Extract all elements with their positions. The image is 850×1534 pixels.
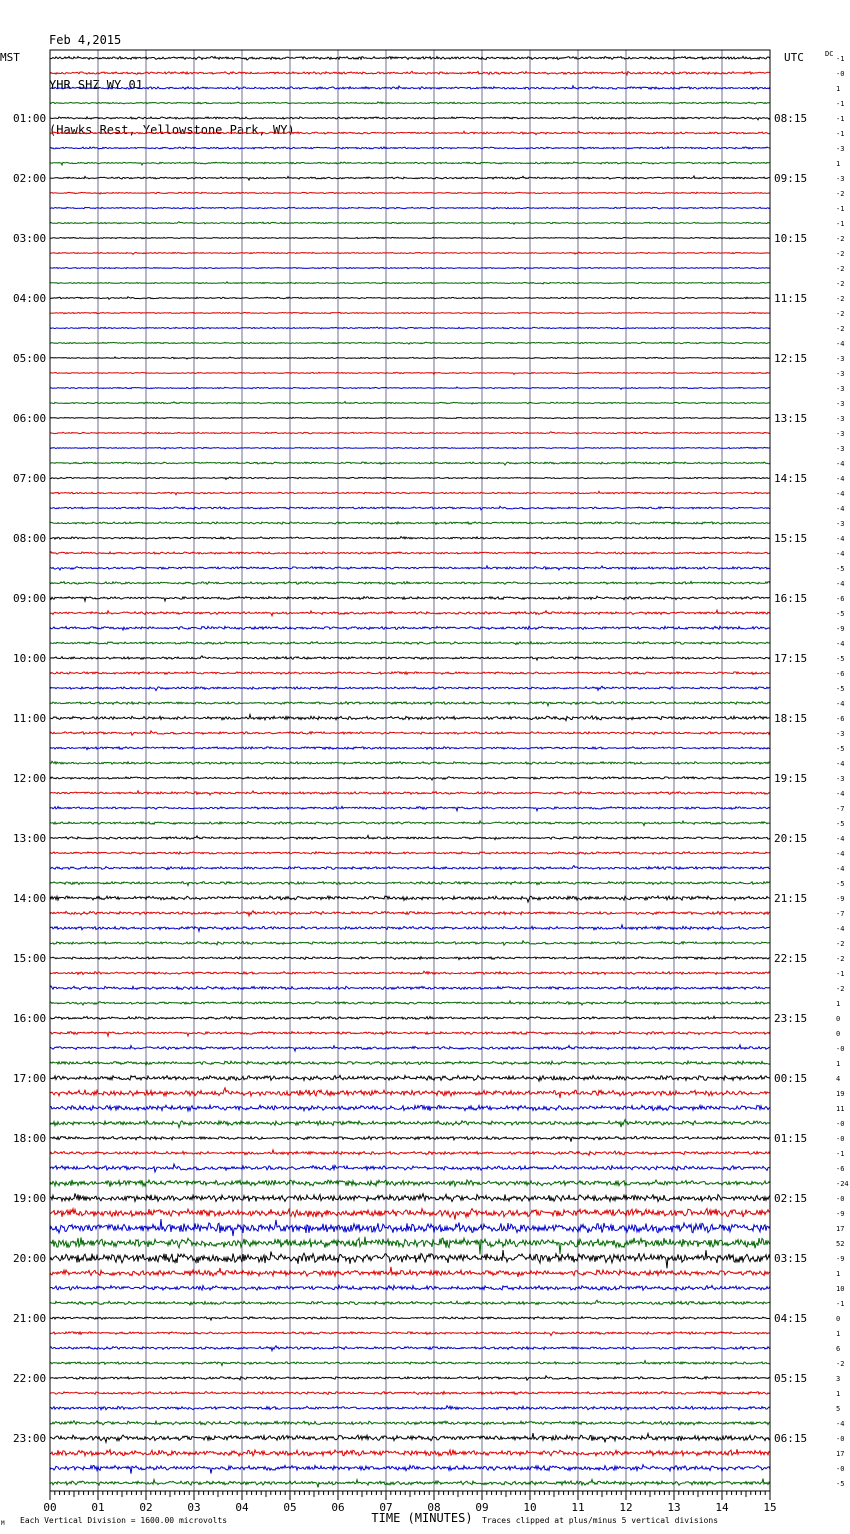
- trace-line: [50, 506, 770, 510]
- dc-offset-label: -4: [836, 490, 845, 498]
- trace-line: [50, 222, 770, 225]
- dc-offset-label: -6: [836, 1165, 845, 1173]
- left-hour-label: 18:00: [13, 1132, 47, 1145]
- dc-offset-label: 1: [836, 85, 841, 93]
- trace-line: [50, 672, 770, 675]
- dc-offset-label: 1: [836, 160, 841, 168]
- trace-line: [50, 1332, 770, 1336]
- left-hour-label: 02:00: [13, 172, 47, 185]
- right-hour-label: 11:15: [774, 292, 808, 305]
- left-hour-label: 14:00: [13, 892, 47, 905]
- trace-line: [50, 1346, 770, 1351]
- left-timezone-label: MST: [0, 51, 20, 64]
- dc-offset-label: 1: [836, 1060, 841, 1068]
- trace-line: [50, 1479, 770, 1488]
- dc-offset-label: -0: [836, 1045, 845, 1053]
- dc-offset-label: -5: [836, 565, 845, 573]
- dc-offset-label: -3: [836, 445, 845, 453]
- dc-offset-label: -4: [836, 505, 845, 513]
- trace-line: [50, 642, 770, 645]
- trace-line: [50, 432, 770, 434]
- trace-line: [50, 971, 770, 974]
- left-hour-label: 22:00: [13, 1372, 47, 1385]
- trace-line: [50, 372, 770, 374]
- dc-offset-label: 52: [836, 1240, 845, 1248]
- right-hour-label: 12:15: [774, 352, 808, 365]
- dc-offset-label: -4: [836, 640, 845, 648]
- left-hour-label: 11:00: [13, 712, 47, 725]
- trace-line: [50, 1164, 770, 1172]
- dc-offset-label: -5: [836, 880, 845, 888]
- trace-line: [50, 312, 770, 314]
- dc-offset-label: 1: [836, 1390, 841, 1398]
- left-hour-label: 04:00: [13, 292, 47, 305]
- dc-offset-label: -3: [836, 355, 845, 363]
- right-hour-label: 09:15: [774, 172, 808, 185]
- dc-offset-label: -1: [836, 55, 845, 63]
- trace-line: [50, 686, 770, 690]
- right-hour-label: 10:15: [774, 232, 808, 245]
- label-layer: [13, 55, 849, 1514]
- right-hour-label: 20:15: [774, 832, 808, 845]
- trace-line: [50, 1361, 770, 1366]
- trace-line: [50, 462, 770, 465]
- left-hour-label: 20:00: [13, 1252, 47, 1265]
- trace-line: [50, 1406, 770, 1410]
- x-tick-label: 10: [523, 1501, 537, 1514]
- dc-offset-label: -3: [836, 730, 845, 738]
- x-tick-label: 11: [571, 1501, 585, 1514]
- trace-line: [50, 1449, 770, 1456]
- left-hour-label: 05:00: [13, 352, 47, 365]
- trace-line: [50, 1219, 770, 1236]
- trace-line: [50, 1376, 770, 1380]
- dc-offset-label: -0: [836, 70, 845, 78]
- left-hour-label: 01:00: [13, 112, 47, 125]
- trace-line: [50, 297, 770, 300]
- dc-offset-label: -9: [836, 1255, 845, 1263]
- trace-line: [50, 71, 770, 75]
- trace-line: [50, 131, 770, 134]
- dc-offset-label: -4: [836, 790, 845, 798]
- trace-line: [50, 656, 770, 660]
- dc-offset-label: -9: [836, 895, 845, 903]
- dc-offset-label: -4: [836, 550, 845, 558]
- trace-line: [50, 566, 770, 570]
- trace-line: [50, 747, 770, 750]
- dc-offset-label: -3: [836, 370, 845, 378]
- trace-line: [50, 1045, 770, 1051]
- trace-line: [50, 626, 770, 630]
- trace-line: [50, 1061, 770, 1065]
- right-hour-label: 19:15: [774, 772, 808, 785]
- trace-line: [50, 477, 770, 480]
- trace-line: [50, 237, 770, 238]
- left-hour-label: 21:00: [13, 1312, 47, 1325]
- dc-offset-label: -2: [836, 235, 845, 243]
- trace-line: [50, 1150, 770, 1156]
- dc-offset-label: -2: [836, 295, 845, 303]
- dc-offset-label: -0: [836, 1435, 845, 1443]
- trace-line: [50, 267, 770, 269]
- trace-line: [50, 835, 770, 839]
- right-hour-label: 06:15: [774, 1432, 808, 1445]
- dc-offset-label: 4: [836, 1075, 841, 1083]
- corner-mark: M: [1, 1520, 5, 1527]
- dc-offset-label: -2: [836, 325, 845, 333]
- trace-line: [50, 941, 770, 945]
- x-tick-label: 04: [235, 1501, 249, 1514]
- right-hour-label: 22:15: [774, 952, 808, 965]
- dc-offset-label: -2: [836, 265, 845, 273]
- dc-offset-label: 5: [836, 1405, 841, 1413]
- x-tick-label: 03: [187, 1501, 201, 1514]
- left-hour-label: 23:00: [13, 1432, 47, 1445]
- trace-line: [50, 117, 770, 120]
- dc-offset-label: -3: [836, 415, 845, 423]
- dc-offset-label: -1: [836, 1300, 845, 1308]
- trace-line: [50, 1237, 770, 1255]
- trace-line: [50, 1250, 770, 1268]
- dc-offset-label: -4: [836, 340, 845, 348]
- trace-line: [50, 447, 770, 449]
- x-tick-label: 06: [331, 1501, 345, 1514]
- dc-offset-label: -6: [836, 715, 845, 723]
- trace-line: [50, 102, 770, 104]
- trace-line: [50, 986, 770, 990]
- trace-line: [50, 342, 770, 344]
- dc-offset-label: -4: [836, 460, 845, 468]
- dc-offset-label: 3: [836, 1375, 841, 1383]
- dc-offset-label: 17: [836, 1450, 845, 1458]
- dc-offset-label: -3: [836, 385, 845, 393]
- dc-offset-label: -4: [836, 835, 845, 843]
- trace-line: [50, 56, 770, 60]
- dc-offset-label: -1: [836, 1150, 845, 1158]
- trace-line: [50, 1031, 770, 1036]
- dc-offset-label: -24: [836, 1180, 849, 1188]
- dc-offset-label: -6: [836, 670, 845, 678]
- trace-line: [50, 702, 770, 706]
- trace-line: [50, 925, 770, 931]
- right-hour-label: 18:15: [774, 712, 808, 725]
- dc-offset-label: -5: [836, 610, 845, 618]
- dc-offset-label: -4: [836, 850, 845, 858]
- station-label: YHR SHZ WY 01: [49, 78, 143, 92]
- trace-line: [50, 1392, 770, 1395]
- dc-offset-label: -2: [836, 280, 845, 288]
- x-tick-label: 07: [379, 1501, 393, 1514]
- trace-line: [50, 207, 770, 209]
- dc-offset-label: -2: [836, 955, 845, 963]
- x-tick-label: 14: [715, 1501, 729, 1514]
- right-hour-label: 14:15: [774, 472, 808, 485]
- dc-offset-label: 11: [836, 1105, 845, 1113]
- date-label: Feb 4,2015: [49, 33, 122, 47]
- dc-offset-label: -3: [836, 430, 845, 438]
- location-label: (Hawks Rest, Yellowstone Park, WY): [49, 123, 295, 137]
- trace-line: [50, 610, 770, 616]
- left-hour-label: 07:00: [13, 472, 47, 485]
- dc-offset-label: -9: [836, 1210, 845, 1218]
- right-hour-label: 21:15: [774, 892, 808, 905]
- dc-offset-label: -5: [836, 685, 845, 693]
- trace-line: [50, 1267, 770, 1277]
- right-timezone-label: UTC: [784, 51, 804, 64]
- right-hour-label: 08:15: [774, 112, 808, 125]
- dc-offset-label: -3: [836, 775, 845, 783]
- trace-line: [50, 552, 770, 554]
- x-tick-label: 08: [427, 1501, 441, 1514]
- dc-offset-label: -5: [836, 820, 845, 828]
- trace-line: [50, 1465, 770, 1474]
- trace-line: [50, 581, 770, 584]
- x-axis-label: TIME (MINUTES): [371, 1511, 473, 1525]
- trace-layer: [50, 56, 770, 1487]
- dc-offset-label: -1: [836, 205, 845, 213]
- trace-line: [50, 1001, 770, 1005]
- trace-line: [50, 176, 770, 180]
- dc-offset-label: 6: [836, 1345, 841, 1353]
- dc-offset-label: 17: [836, 1225, 845, 1233]
- trace-line: [50, 806, 770, 810]
- dc-offset-label: -0: [836, 1465, 845, 1473]
- trace-line: [50, 761, 770, 764]
- left-hour-label: 03:00: [13, 232, 47, 245]
- dc-offset-label: -3: [836, 400, 845, 408]
- right-hour-label: 02:15: [774, 1192, 808, 1205]
- trace-line: [50, 731, 770, 735]
- dc-offset-label: 1: [836, 1000, 841, 1008]
- trace-line: [50, 402, 770, 405]
- dc-offset-label: -9: [836, 625, 845, 633]
- trace-line: [50, 1120, 770, 1128]
- left-hour-label: 10:00: [13, 652, 47, 665]
- trace-line: [50, 1136, 770, 1141]
- dc-offset-label: -2: [836, 190, 845, 198]
- x-tick-label: 12: [619, 1501, 633, 1514]
- dc-offset-label: 0: [836, 1315, 841, 1323]
- dc-offset-label: -2: [836, 250, 845, 258]
- trace-line: [50, 852, 770, 855]
- trace-line: [50, 882, 770, 886]
- left-hour-label: 13:00: [13, 832, 47, 845]
- dc-offset-label: -0: [836, 1135, 845, 1143]
- dc-offset-label: -5: [836, 1480, 845, 1488]
- dc-offset-label: -7: [836, 805, 845, 813]
- dc-offset-label: 19: [836, 1090, 845, 1098]
- trace-line: [50, 777, 770, 780]
- trace-line: [50, 1317, 770, 1320]
- dc-offset-label: -1: [836, 220, 845, 228]
- trace-line: [50, 1300, 770, 1305]
- trace-line: [50, 327, 770, 329]
- trace-line: [50, 1193, 770, 1201]
- trace-line: [50, 162, 770, 165]
- left-hour-label: 16:00: [13, 1012, 47, 1025]
- dc-offset-label: -3: [836, 175, 845, 183]
- dc-offset-label: -5: [836, 655, 845, 663]
- right-hour-label: 23:15: [774, 1012, 808, 1025]
- dc-offset-label: -7: [836, 910, 845, 918]
- dc-offset-label: -6: [836, 595, 845, 603]
- trace-line: [50, 821, 770, 826]
- left-hour-label: 09:00: [13, 592, 47, 605]
- dc-offset-label: -2: [836, 940, 845, 948]
- dc-offset-label: -3: [836, 145, 845, 153]
- dc-offset-label: -4: [836, 865, 845, 873]
- x-tick-label: 00: [43, 1501, 57, 1514]
- right-hour-label: 16:15: [774, 592, 808, 605]
- right-hour-label: 15:15: [774, 532, 808, 545]
- x-tick-label: 13: [667, 1501, 681, 1514]
- x-tick-label: 02: [139, 1501, 153, 1514]
- right-hour-label: 05:15: [774, 1372, 808, 1385]
- trace-line: [50, 537, 770, 540]
- trace-line: [50, 715, 770, 721]
- trace-line: [50, 957, 770, 960]
- trace-line: [50, 1180, 770, 1187]
- dc-offset-label: -4: [836, 475, 845, 483]
- trace-line: [50, 192, 770, 194]
- trace-line: [50, 491, 770, 495]
- scale-note: Each Vertical Division = 1600.00 microvolts: [20, 1516, 228, 1525]
- left-hour-label: 19:00: [13, 1192, 47, 1205]
- trace-line: [50, 252, 770, 254]
- x-tick-label: 05: [283, 1501, 297, 1514]
- x-tick-label: 09: [475, 1501, 489, 1514]
- trace-line: [50, 911, 770, 916]
- dc-label: DC: [825, 50, 834, 58]
- left-hour-label: 08:00: [13, 532, 47, 545]
- dc-offset-label: -5: [836, 745, 845, 753]
- dc-offset-label: -1: [836, 130, 845, 138]
- dc-offset-label: -4: [836, 925, 845, 933]
- left-hour-label: 17:00: [13, 1072, 47, 1085]
- x-tick-label: 01: [91, 1501, 105, 1514]
- trace-line: [50, 1421, 770, 1425]
- dc-offset-label: -0: [836, 1195, 845, 1203]
- trace-line: [50, 1105, 770, 1111]
- dc-offset-label: -1: [836, 115, 845, 123]
- trace-line: [50, 147, 770, 149]
- right-hour-label: 04:15: [774, 1312, 808, 1325]
- trace-line: [50, 86, 770, 90]
- left-hour-label: 12:00: [13, 772, 47, 785]
- trace-line: [50, 417, 770, 418]
- trace-line: [50, 1209, 770, 1220]
- right-hour-label: 00:15: [774, 1072, 808, 1085]
- right-hour-label: 13:15: [774, 412, 808, 425]
- dc-offset-label: -4: [836, 580, 845, 588]
- dc-offset-label: -3: [836, 520, 845, 528]
- trace-line: [50, 387, 770, 389]
- trace-line: [50, 1016, 770, 1019]
- trace-line: [50, 357, 770, 359]
- dc-offset-label: 0: [836, 1030, 841, 1038]
- x-tick-label: 15: [763, 1501, 777, 1514]
- trace-line: [50, 1286, 770, 1291]
- trace-line: [50, 791, 770, 795]
- trace-line: [50, 522, 770, 525]
- trace-line: [50, 596, 770, 601]
- left-hour-label: 15:00: [13, 952, 47, 965]
- clip-note: Traces clipped at plus/minus 5 vertical divisions: [482, 1516, 719, 1525]
- dc-offset-label: -1: [836, 100, 845, 108]
- right-hour-label: 01:15: [774, 1132, 808, 1145]
- dc-offset-label: -4: [836, 1420, 845, 1428]
- dc-offset-label: 1: [836, 1330, 841, 1338]
- trace-line: [50, 1075, 770, 1081]
- dc-offset-label: 0: [836, 1015, 841, 1023]
- dc-offset-label: -2: [836, 985, 845, 993]
- dc-offset-label: -0: [836, 1120, 845, 1128]
- trace-line: [50, 1088, 770, 1098]
- dc-offset-label: 10: [836, 1285, 845, 1293]
- dc-offset-label: 1: [836, 1270, 841, 1278]
- grid-layer: [98, 50, 722, 1491]
- right-hour-label: 03:15: [774, 1252, 808, 1265]
- dc-offset-label: -1: [836, 970, 845, 978]
- dc-offset-label: -2: [836, 310, 845, 318]
- dc-offset-label: -4: [836, 535, 845, 543]
- trace-line: [50, 282, 770, 284]
- dc-offset-label: -4: [836, 700, 845, 708]
- trace-line: [50, 896, 770, 902]
- dc-offset-label: -2: [836, 1360, 845, 1368]
- trace-line: [50, 866, 770, 870]
- left-hour-label: 06:00: [13, 412, 47, 425]
- dc-offset-label: -4: [836, 760, 845, 768]
- trace-line: [50, 1433, 770, 1442]
- right-hour-label: 17:15: [774, 652, 808, 665]
